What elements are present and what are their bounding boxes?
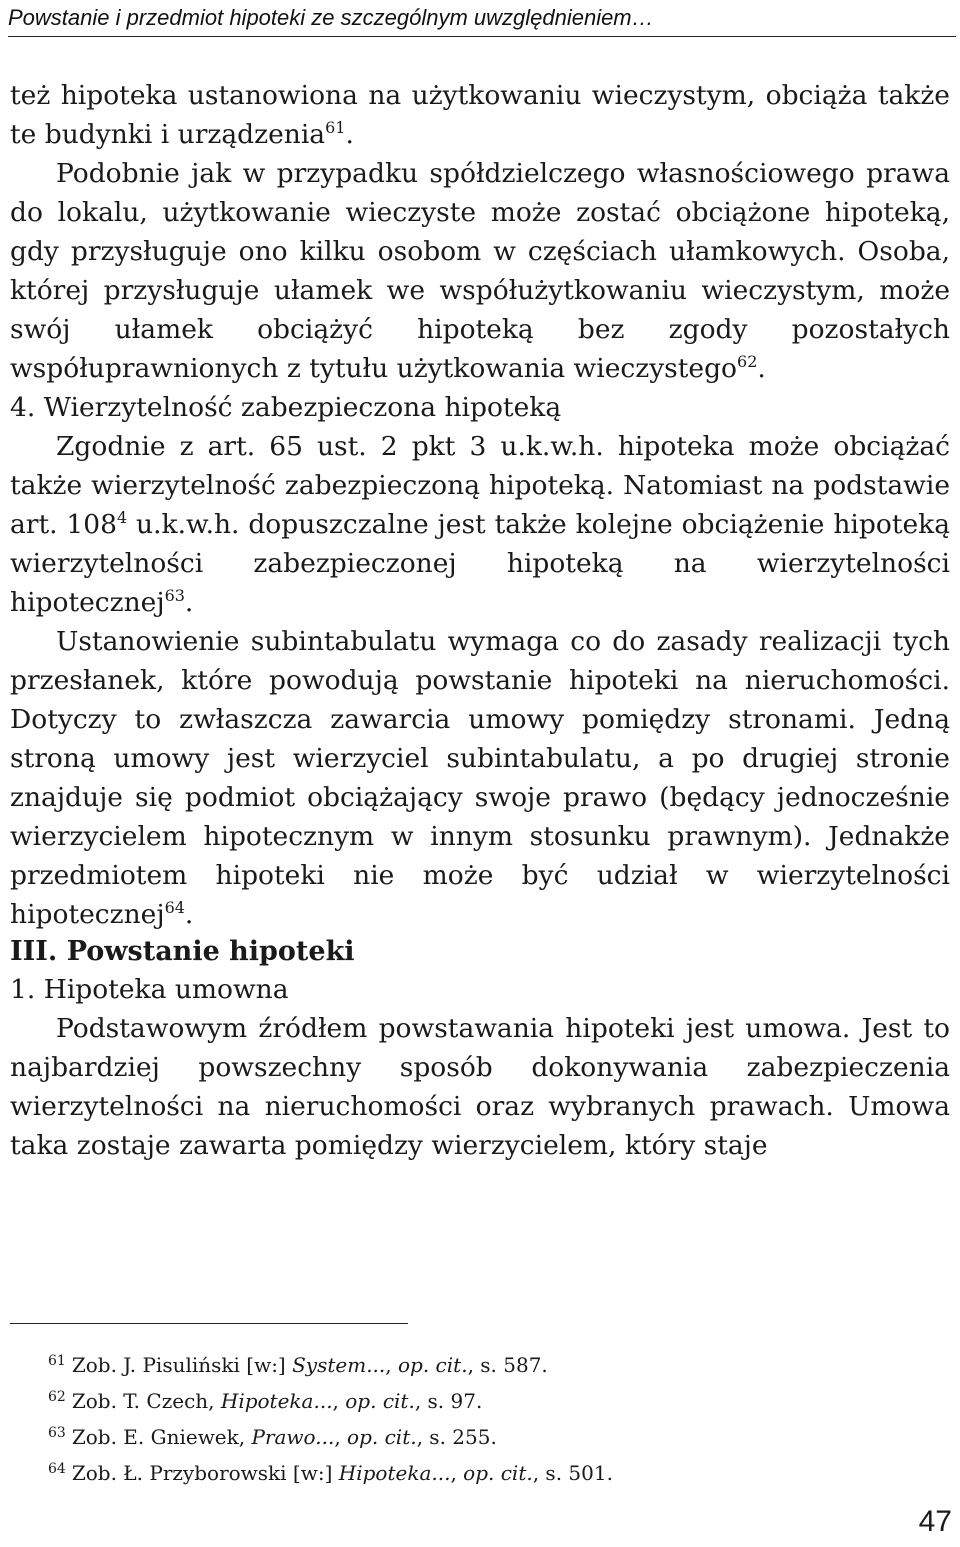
subheading-1: 1. Hipoteka umowna (10, 974, 289, 1005)
paragraph-continued (10, 76, 950, 154)
footnote-opcit: op. cit. (398, 1353, 468, 1377)
paragraph-text: też hipoteka ustanowiona na użytkowaniu wieczystym, obciąża także te budynki i urządzenia (10, 80, 950, 150)
footnote-sep: , (385, 1353, 398, 1377)
subheading-4: 4. Wierzytelność zabezpieczona hipoteką (10, 392, 562, 423)
paragraph-contract: Podstawowym źródłem powstawania hipoteki jest umowa. Jest to najbardziej powszechny sposób dokonywania zabezpieczenia wierzytelności na nieruchomości oraz wybranych prawach. Umowa taka zostaje zawarta pomiędzy wierzycielem, który staje (10, 1013, 950, 1161)
footnote-opcit: op. cit. (345, 1389, 415, 1413)
footnote-64 (48, 1453, 928, 1489)
footnote-title: Hipoteka... (338, 1461, 451, 1485)
footnote-divider (10, 1323, 408, 1324)
footnote-page: , s. 97. (414, 1389, 483, 1413)
footnote-sep: , (332, 1389, 346, 1413)
paragraph-punct: . (184, 587, 194, 618)
footnote-number: 63 (48, 1425, 66, 1441)
footnote-text: Zob. E. Gniewek, (71, 1425, 252, 1449)
footnote-ref-64[interactable]: 64 (164, 898, 185, 917)
footnote-61 (48, 1345, 928, 1381)
footnote-number: 64 (48, 1461, 66, 1477)
footnote-text: Zob. J. Pisuliński [w:] (71, 1353, 293, 1377)
footnote-sep: , (450, 1461, 464, 1485)
footnote-ref-63[interactable]: 63 (164, 586, 185, 605)
footnote-title: Hipoteka... (220, 1389, 333, 1413)
footnote-text: Zob. T. Czech, (71, 1389, 221, 1413)
paragraph-claim (10, 427, 950, 622)
footnote-number: 61 (48, 1353, 66, 1369)
paragraph-text: u.k.w.h. dopuszczalne jest także kolejne obciążenie hipoteką wierzytelności zabezpieczonej hipoteką na wierzytelności hipotecznej (10, 509, 951, 618)
paragraph-text: Zgodnie z art. 65 ust. 2 pkt 3 u.k.w.h. hipoteka może obciążać także wierzytelność zabezpieczoną hipoteką. Natomiast na podstawie art. 108 (10, 431, 950, 540)
paragraph-text: Podobnie jak w przypadku spółdzielczego własnościowego prawa do lokalu, użytkowanie wieczyste może zostać obciążone hipoteką, gdy przysługuje ono kilku osobom w częściach ułamkowych. Osoba, której przysługuje ułamek we współużytkowaniu wieczystym, może swój ułamek obciążyć hipoteką bez zgody pozostałych współuprawnionych z tytułu użytkowania wieczystego (10, 158, 950, 384)
footnote-62 (48, 1381, 928, 1417)
footnote-page: , s. 587. (467, 1353, 548, 1377)
paragraph-punct: . (345, 119, 354, 150)
paragraph-punct: . (184, 899, 194, 930)
footnote-ref-62[interactable]: 62 (737, 352, 758, 371)
footnote-63 (48, 1417, 928, 1453)
footnote-title: Prawo... (251, 1425, 335, 1449)
footnote-text: Zob. Ł. Przyborowski [w:] (71, 1461, 339, 1485)
paragraph-usufruct (10, 154, 950, 388)
footnote-number: 62 (48, 1389, 66, 1405)
footnote-page: , s. 255. (416, 1425, 497, 1449)
footnote-title: System... (292, 1353, 386, 1377)
footnote-opcit: op. cit. (347, 1425, 417, 1449)
running-header: Powstanie i przedmiot hipoteki ze szczególnym uwzględnieniem… (8, 4, 956, 37)
page-number: 47 (918, 1505, 952, 1538)
footnote-page: , s. 501. (532, 1461, 613, 1485)
article-superscript: 4 (117, 508, 128, 527)
page-body (10, 76, 950, 1165)
footnote-sep: , (334, 1425, 348, 1449)
paragraph-punct: . (757, 353, 766, 384)
paragraph-subintabulat (10, 622, 950, 934)
section-heading: III. Powstanie hipoteki (10, 936, 355, 967)
footnotes (48, 1345, 928, 1489)
paragraph-text: Ustanowienie subintabulatu wymaga co do zasady realizacji tych przesłanek, które powodują powstanie hipoteki na nieruchomości. Dotyczy to zwłaszcza zawarcia umowy pomiędzy stronami. Jedną stroną umowy jest wierzyciel subintabulatu, a po drugiej stronie znajduje się podmiot obciążający swoje prawo (będący jednocześnie wierzycielem hipotecznym w innym stosunku prawnym). Jednakże przedmiotem hipoteki nie może być udział w wierzytelności hipotecznej (10, 626, 950, 930)
footnote-ref-61[interactable]: 61 (325, 118, 346, 137)
footnote-opcit: op. cit. (463, 1461, 533, 1485)
